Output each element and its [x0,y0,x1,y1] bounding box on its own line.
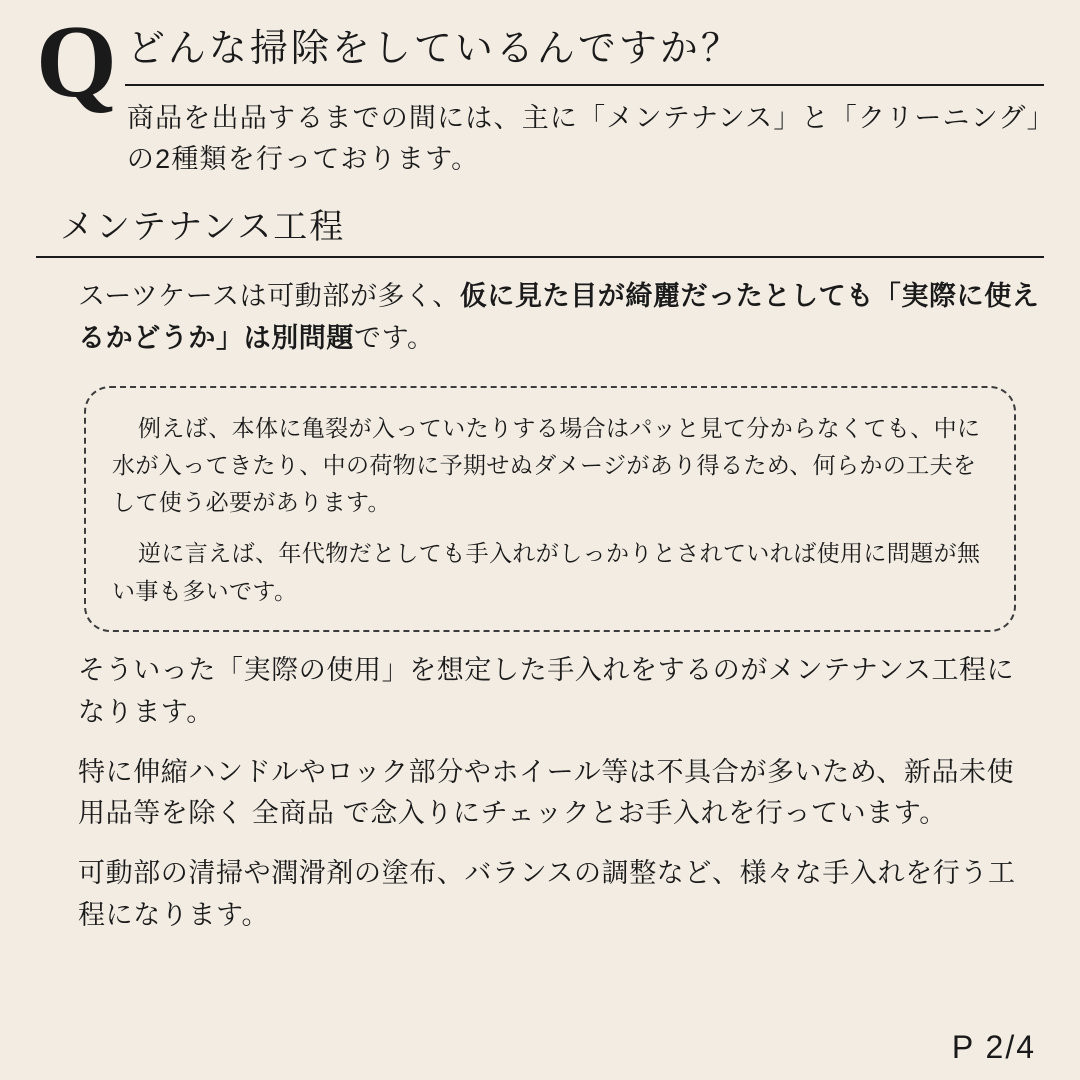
section-title: メンテナンス工程 [36,207,1044,258]
lead-plain-1: スーツケースは可動部が多く、 [78,280,460,311]
question-content [125,22,1044,181]
section-paragraph-2: 特に伸縮ハンドルやロック部分やホイール等は不具合が多いため、新品未使用品等を除く 全商品 で念入りにチェックとお手入れを行っています。 [78,756,1015,829]
question-answer: 商品を出品するまでの間には、主に「メンテナンス」と「クリーニング」の2種類を行っております。 [126,102,1042,175]
note-paragraph-1: 例えば、本体に亀裂が入っていたりする場合はパッと見て分からなくても、中に水が入ってきたり、中の荷物に予期せぬダメージがあり得るため、何らかの工夫をして使う必要があります。 [112,414,981,516]
page-number: P 2/4 [951,1029,1036,1065]
lead-plain-2: です。 [354,322,435,353]
note-paragraph-2: 逆に言えば、年代物だとしても手入れがしっかりとされていれば使用に問題が無い事も多いです。 [112,540,981,604]
question-marker: Q [36,4,115,119]
question-title: どんな掃除をしているんですか？ [125,22,1044,86]
section-paragraph-3: 可動部の清掃や潤滑剤の塗布、バランスの調整など、様々な手入れを行う工程になります。 [78,858,1016,931]
lead-bold: 仮に見た目が綺麗だったとしても「実際に使えるかどうか」は別問題 [78,280,1040,353]
note-box [84,386,1016,632]
section-paragraph-1: そういった「実際の使用」を想定した手入れをするのがメンテナンス工程になります。 [78,654,1015,727]
maintenance-section [36,207,1044,937]
question-block [36,4,1044,181]
section-lead [36,276,1044,360]
